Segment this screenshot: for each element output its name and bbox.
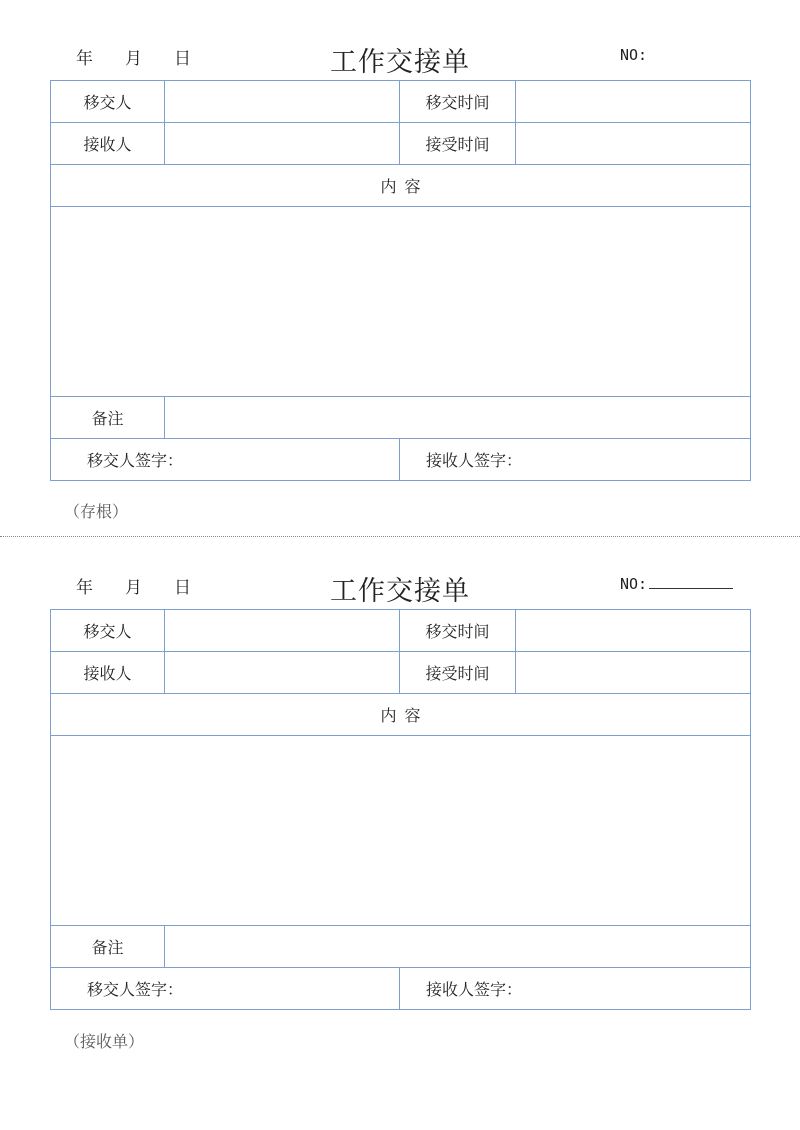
date-month: 月 bbox=[125, 578, 142, 598]
handover-time-label: 移交时间 bbox=[400, 610, 516, 652]
table-row bbox=[51, 736, 751, 926]
form-title: 工作交接单 bbox=[330, 47, 470, 78]
receiver-label: 接收人 bbox=[51, 123, 165, 165]
remarks-label: 备注 bbox=[51, 397, 165, 439]
remarks-label: 备注 bbox=[51, 926, 165, 968]
handover-person-field[interactable] bbox=[165, 610, 400, 652]
receipt-note: （接收单） bbox=[64, 1032, 145, 1051]
content-field[interactable] bbox=[51, 736, 751, 926]
receive-time-label: 接受时间 bbox=[400, 652, 516, 694]
handover-form-receipt bbox=[0, 565, 800, 1051]
form-number-line[interactable] bbox=[649, 575, 733, 589]
handover-signature[interactable]: 移交人签字： bbox=[51, 968, 400, 1010]
form-number-label: NO: bbox=[620, 46, 648, 64]
receive-time-field[interactable] bbox=[516, 652, 751, 694]
handover-form-stub bbox=[0, 36, 800, 521]
table-row bbox=[51, 926, 751, 968]
handover-person-field[interactable] bbox=[165, 81, 400, 123]
table-row bbox=[51, 123, 751, 165]
receive-time-field[interactable] bbox=[516, 123, 751, 165]
receiver-signature[interactable]: 接收人签字： bbox=[400, 968, 751, 1010]
content-header: 内容 bbox=[51, 165, 751, 207]
table-row bbox=[51, 207, 751, 397]
form-number bbox=[620, 575, 733, 593]
date-year: 年 bbox=[76, 49, 93, 69]
handover-signature[interactable]: 移交人签字： bbox=[51, 439, 400, 481]
form-header bbox=[0, 36, 800, 80]
receive-time-label: 接受时间 bbox=[400, 123, 516, 165]
receiver-signature[interactable]: 接收人签字： bbox=[400, 439, 751, 481]
stub-note: （存根） bbox=[64, 502, 129, 521]
form-header bbox=[0, 565, 800, 609]
remarks-field[interactable] bbox=[165, 397, 751, 439]
receiver-field[interactable] bbox=[165, 652, 400, 694]
handover-table bbox=[50, 609, 751, 1010]
date-month: 月 bbox=[125, 49, 142, 69]
table-row bbox=[51, 397, 751, 439]
content-header: 内容 bbox=[51, 694, 751, 736]
table-row bbox=[51, 439, 751, 481]
handover-time-field[interactable] bbox=[516, 610, 751, 652]
date-year: 年 bbox=[76, 578, 93, 598]
handover-table bbox=[50, 80, 751, 481]
tear-off-divider bbox=[0, 536, 800, 537]
handover-person-label: 移交人 bbox=[51, 81, 165, 123]
table-row bbox=[51, 165, 751, 207]
receiver-field[interactable] bbox=[165, 123, 400, 165]
table-row bbox=[51, 652, 751, 694]
table-row bbox=[51, 694, 751, 736]
date-day: 日 bbox=[174, 49, 191, 69]
handover-time-field[interactable] bbox=[516, 81, 751, 123]
table-row bbox=[51, 968, 751, 1010]
handover-person-label: 移交人 bbox=[51, 610, 165, 652]
table-row bbox=[51, 81, 751, 123]
table-row bbox=[51, 610, 751, 652]
handover-time-label: 移交时间 bbox=[400, 81, 516, 123]
form-title: 工作交接单 bbox=[330, 576, 470, 607]
remarks-field[interactable] bbox=[165, 926, 751, 968]
content-field[interactable] bbox=[51, 207, 751, 397]
date-day: 日 bbox=[174, 578, 191, 598]
receiver-label: 接收人 bbox=[51, 652, 165, 694]
form-number-label: NO: bbox=[620, 575, 648, 593]
form-number bbox=[620, 46, 647, 64]
